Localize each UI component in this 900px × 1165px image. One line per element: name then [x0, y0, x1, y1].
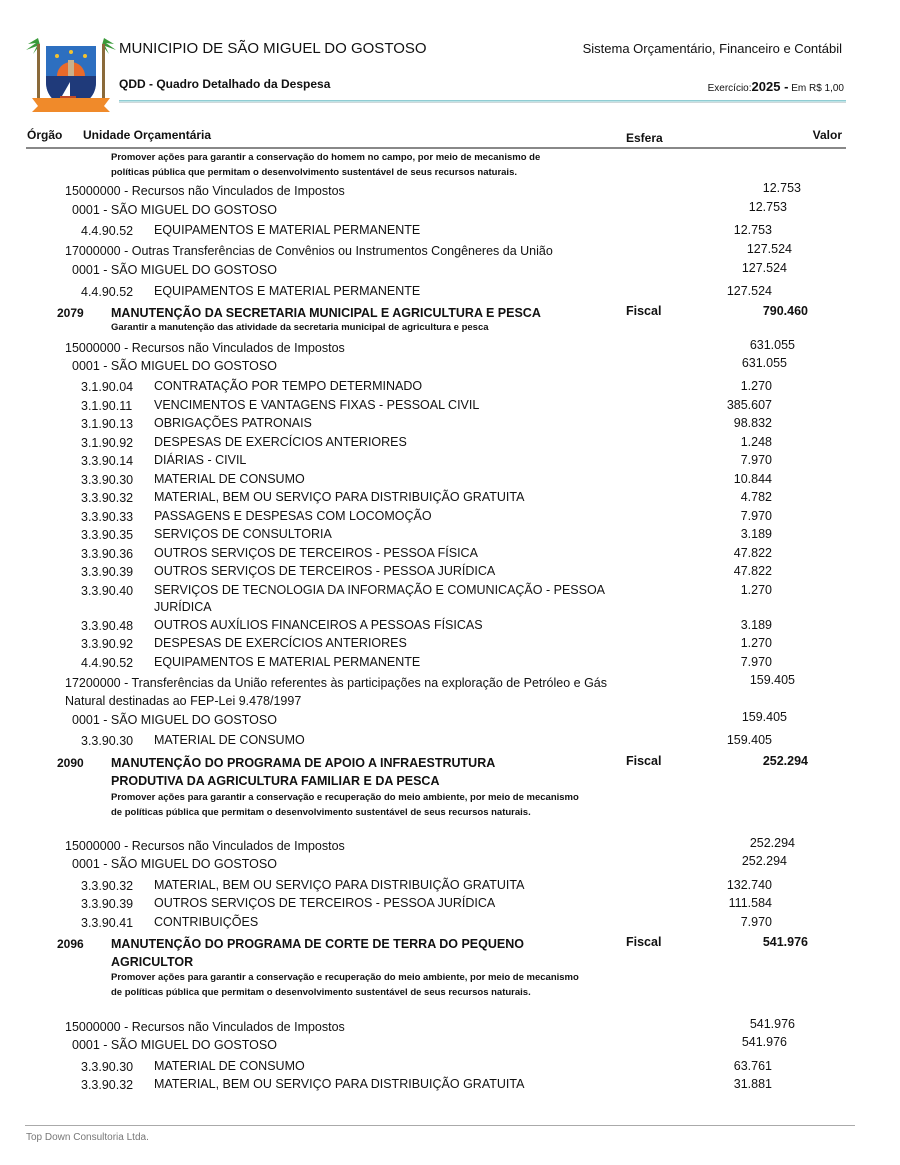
element-code: 3.3.90.33	[81, 510, 134, 524]
fonte-recurso-value: 12.753	[762, 181, 801, 195]
element-value: 159.405	[726, 733, 772, 747]
element-value: 111.584	[728, 896, 772, 910]
element-value: 47.822	[733, 564, 772, 578]
element-value: 7.970	[740, 509, 772, 523]
fonte-recurso-label: 15000000 - Recursos não Vinculados de Impostos	[65, 184, 345, 198]
column-header-divider	[26, 147, 846, 149]
element-code: 4.4.90.52	[81, 285, 134, 299]
element-code: 3.3.90.35	[81, 528, 134, 542]
element-code: 3.3.90.39	[81, 897, 134, 911]
footer-divider	[25, 1125, 855, 1126]
element-code: 3.3.90.14	[81, 454, 134, 468]
acao-esfera: Fiscal	[626, 935, 662, 949]
element-code: 4.4.90.52	[81, 224, 134, 238]
element-code: 3.3.90.32	[81, 879, 134, 893]
element-code: 3.1.90.13	[81, 417, 134, 431]
element-code: 3.1.90.11	[81, 399, 133, 413]
element-name: VENCIMENTOS E VANTAGENS FIXAS - PESSOAL CIVIL	[154, 398, 480, 412]
footer-company: Top Down Consultoria Ltda.	[26, 1132, 149, 1143]
element-name: MATERIAL, BEM OU SERVIÇO PARA DISTRIBUIÇÃO GRATUITA	[154, 1077, 525, 1091]
element-value: 63.761	[733, 1059, 772, 1073]
system-name: Sistema Orçamentário, Financeiro e Contábil	[582, 41, 842, 56]
element-name: OBRIGAÇÕES PATRONAIS	[154, 416, 312, 430]
report-title: QDD - Quadro Detalhado da Despesa	[119, 77, 331, 91]
acao-description: Promover ações para garantir a conservação e recuperação do meio ambiente, por meio de mecanismo de políticas pública que permitam o desenvolvimento sustentável de seus recursos naturais.	[111, 972, 579, 998]
element-value: 7.970	[740, 453, 772, 467]
element-value: 1.270	[740, 636, 772, 650]
element-code: 4.4.90.52	[81, 656, 134, 670]
element-value: 1.248	[740, 435, 772, 449]
element-name: OUTROS AUXÍLIOS FINANCEIROS A PESSOAS FÍSICAS	[154, 618, 483, 632]
acao-description: Promover ações para garantir a conservação do homem no campo, por meio de mecanismo de políticas pública que permitam o desenvolvimento sustentável de seus recursos naturais.	[111, 152, 541, 178]
fonte-recurso-label: 17200000 - Transferências da União referentes às participações na exploração de Petróleo e Gás Natural destinadas ao FEP-Lei 9.478/1997	[65, 676, 607, 708]
acao-value: 252.294	[762, 754, 808, 768]
acao-esfera: Fiscal	[626, 304, 662, 318]
element-code: 3.3.90.92	[81, 637, 134, 651]
element-value: 4.782	[740, 490, 772, 504]
unidade-orcamentaria-label: 0001 - SÃO MIGUEL DO GOSTOSO	[72, 857, 277, 871]
unidade-orcamentaria-label: 0001 - SÃO MIGUEL DO GOSTOSO	[72, 359, 277, 373]
acao-esfera: Fiscal	[626, 754, 662, 768]
element-code: 3.3.90.30	[81, 1060, 134, 1074]
column-header-orgao: Órgão	[27, 128, 63, 142]
element-name: SERVIÇOS DE CONSULTORIA	[154, 527, 332, 541]
unidade-orcamentaria-value: 127.524	[741, 261, 787, 275]
acao-description: Promover ações para garantir a conservação e recuperação do meio ambiente, por meio de mecanismo de políticas pública que permitam o desenvolvimento sustentável de seus recursos naturais.	[111, 792, 579, 818]
unidade-orcamentaria-value: 159.405	[741, 710, 787, 724]
acao-value: 541.976	[762, 935, 808, 949]
element-name: CONTRATAÇÃO POR TEMPO DETERMINADO	[154, 379, 423, 393]
fonte-recurso-value: 252.294	[749, 836, 795, 850]
fonte-recurso-label: 17000000 - Outras Transferências de Convênios ou Instrumentos Congêneres da União	[65, 244, 553, 258]
element-code: 3.3.90.30	[81, 473, 134, 487]
fonte-recurso-value: 631.055	[749, 338, 795, 352]
unidade-orcamentaria-label: 0001 - SÃO MIGUEL DO GOSTOSO	[72, 203, 277, 217]
header-divider	[119, 100, 846, 103]
currency-note: Em R$ 1,00	[791, 83, 844, 94]
column-header-valor: Valor	[812, 128, 842, 142]
unidade-orcamentaria-label: 0001 - SÃO MIGUEL DO GOSTOSO	[72, 263, 277, 277]
column-header-esfera: Esfera	[626, 131, 663, 145]
element-name: OUTROS SERVIÇOS DE TERCEIROS - PESSOA FÍSICA	[154, 546, 478, 560]
element-value: 3.189	[740, 527, 772, 541]
element-name: DESPESAS DE EXERCÍCIOS ANTERIORES	[154, 435, 407, 449]
exercicio-label: Exercício:	[707, 83, 752, 94]
fonte-recurso-label: 15000000 - Recursos não Vinculados de Impostos	[65, 839, 345, 853]
fonte-recurso-label: 15000000 - Recursos não Vinculados de Impostos	[65, 1020, 345, 1034]
element-name: MATERIAL, BEM OU SERVIÇO PARA DISTRIBUIÇÃO GRATUITA	[154, 490, 525, 504]
unidade-orcamentaria-value: 252.294	[741, 854, 787, 868]
element-code: 3.3.90.36	[81, 547, 134, 561]
element-value: 98.832	[733, 416, 772, 430]
element-value: 132.740	[726, 878, 772, 892]
fonte-recurso-value: 159.405	[749, 673, 795, 687]
element-name: DIÁRIAS - CIVIL	[154, 453, 247, 467]
element-value: 31.881	[733, 1077, 772, 1091]
element-value: 10.844	[733, 472, 772, 486]
element-name: EQUIPAMENTOS E MATERIAL PERMANENTE	[154, 284, 421, 298]
element-name: CONTRIBUIÇÕES	[154, 915, 259, 929]
element-code: 3.3.90.30	[81, 734, 134, 748]
element-value: 1.270	[740, 379, 772, 393]
acao-name: MANUTENÇÃO DO PROGRAMA DE CORTE DE TERRA DO PEQUENO AGRICULTOR	[111, 937, 524, 969]
element-name: OUTROS SERVIÇOS DE TERCEIROS - PESSOA JURÍDICA	[154, 896, 496, 910]
element-code: 3.3.90.32	[81, 491, 134, 505]
element-name: MATERIAL DE CONSUMO	[154, 1059, 305, 1073]
fonte-recurso-label: 15000000 - Recursos não Vinculados de Impostos	[65, 341, 345, 355]
element-name: EQUIPAMENTOS E MATERIAL PERMANENTE	[154, 223, 421, 237]
element-name: OUTROS SERVIÇOS DE TERCEIROS - PESSOA JURÍDICA	[154, 564, 496, 578]
element-value: 3.189	[740, 618, 772, 632]
element-value: 385.607	[726, 398, 772, 412]
element-name: MATERIAL DE CONSUMO	[154, 472, 305, 486]
element-code: 3.3.90.39	[81, 565, 134, 579]
acao-code: 2096	[57, 937, 84, 951]
element-code: 3.3.90.48	[81, 619, 134, 633]
element-code: 3.1.90.04	[81, 380, 134, 394]
element-value: 1.270	[740, 583, 772, 597]
acao-name: MANUTENÇÃO DA SECRETARIA MUNICIPAL E AGRICULTURA E PESCA	[111, 306, 541, 320]
acao-name: MANUTENÇÃO DO PROGRAMA DE APOIO A INFRAESTRUTURA PRODUTIVA DA AGRICULTURA FAMILIAR E DA PESCA	[111, 756, 495, 788]
municipal-logo-icon	[24, 30, 118, 114]
element-name: EQUIPAMENTOS E MATERIAL PERMANENTE	[154, 655, 421, 669]
element-name: PASSAGENS E DESPESAS COM LOCOMOÇÃO	[154, 509, 432, 523]
element-name: MATERIAL DE CONSUMO	[154, 733, 305, 747]
element-value: 127.524	[726, 284, 772, 298]
column-header-unidade: Unidade Orçamentária	[83, 128, 212, 142]
element-name: SERVIÇOS DE TECNOLOGIA DA INFORMAÇÃO E COMUNICAÇÃO - PESSOA JURÍDICA	[154, 583, 605, 614]
unidade-orcamentaria-value: 12.753	[748, 200, 787, 214]
fonte-recurso-value: 541.976	[749, 1017, 795, 1031]
exercicio-info	[708, 79, 844, 94]
acao-code: 2079	[57, 306, 84, 320]
element-name: DESPESAS DE EXERCÍCIOS ANTERIORES	[154, 636, 407, 650]
element-value: 7.970	[740, 655, 772, 669]
element-code: 3.3.90.40	[81, 584, 134, 598]
element-name: MATERIAL, BEM OU SERVIÇO PARA DISTRIBUIÇÃO GRATUITA	[154, 878, 525, 892]
acao-value: 790.460	[762, 304, 808, 318]
unidade-orcamentaria-label: 0001 - SÃO MIGUEL DO GOSTOSO	[72, 713, 277, 727]
element-value: 47.822	[733, 546, 772, 560]
exercicio-year: 2025 -	[751, 79, 789, 94]
municipality-title: MUNICIPIO DE SÃO MIGUEL DO GOSTOSO	[119, 40, 427, 57]
unidade-orcamentaria-label: 0001 - SÃO MIGUEL DO GOSTOSO	[72, 1038, 277, 1052]
element-value: 7.970	[740, 915, 772, 929]
fonte-recurso-value: 127.524	[746, 242, 792, 256]
unidade-orcamentaria-value: 631.055	[741, 356, 787, 370]
element-code: 3.3.90.41	[81, 916, 134, 930]
acao-description: Garantir a manutenção das atividade da secretaria municipal de agricultura e pesca	[111, 322, 489, 333]
element-value: 12.753	[733, 223, 772, 237]
element-code: 3.1.90.92	[81, 436, 134, 450]
unidade-orcamentaria-value: 541.976	[741, 1035, 787, 1049]
element-code: 3.3.90.32	[81, 1078, 134, 1092]
acao-code: 2090	[57, 756, 84, 770]
